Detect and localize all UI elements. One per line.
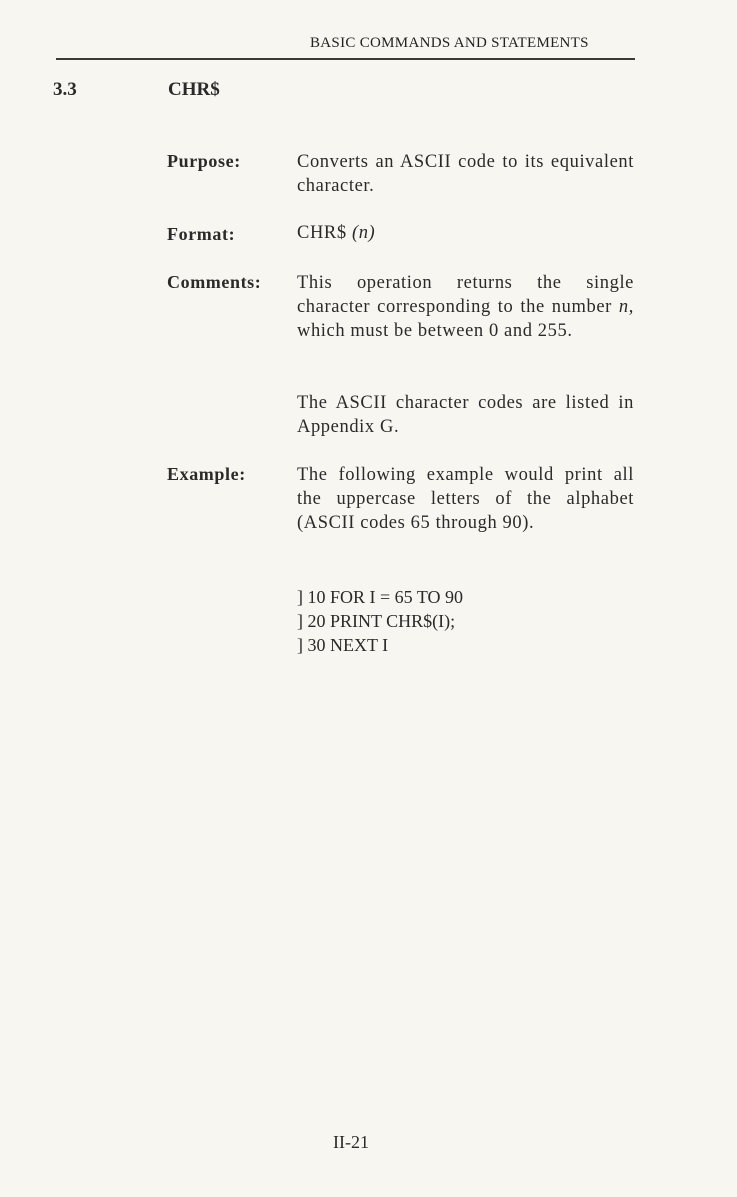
running-head: BASIC COMMANDS AND STATEMENTS [310,35,589,51]
comments-variable: n [618,297,629,317]
format-syntax [297,223,375,244]
format-command: CHR$ [297,223,347,243]
comments-label: Comments: [167,272,262,292]
header-rule [56,58,635,60]
section-number: 3.3 [53,79,77,100]
comments-paragraph-1 [297,271,634,343]
example-text: The following example would print all the uppercase letters of the alphabet (ASCII codes 65 through 90). [297,465,634,533]
code-line: ] 10 FOR I = 65 TO 90 [297,587,463,607]
comments-paragraph-2: The ASCII character codes are listed in Appendix G. [297,393,634,437]
example-label: Example: [167,464,246,484]
example-code-block [297,585,463,657]
format-label: Format: [167,224,236,244]
comments-text-after: , which must be between 0 and 255. [297,297,634,341]
format-argument: (n) [351,223,376,243]
section-title: CHR$ [168,79,220,100]
code-line: ] 30 NEXT I [297,635,389,655]
code-line: ] 20 PRINT CHR$(I); [297,611,456,631]
page-number: II-21 [333,1132,369,1152]
comments-text-before: This operation returns the single character corresponding to the number [297,273,634,317]
purpose-text: Converts an ASCII code to its equivalent character. [297,152,634,196]
purpose-label: Purpose: [167,151,241,171]
